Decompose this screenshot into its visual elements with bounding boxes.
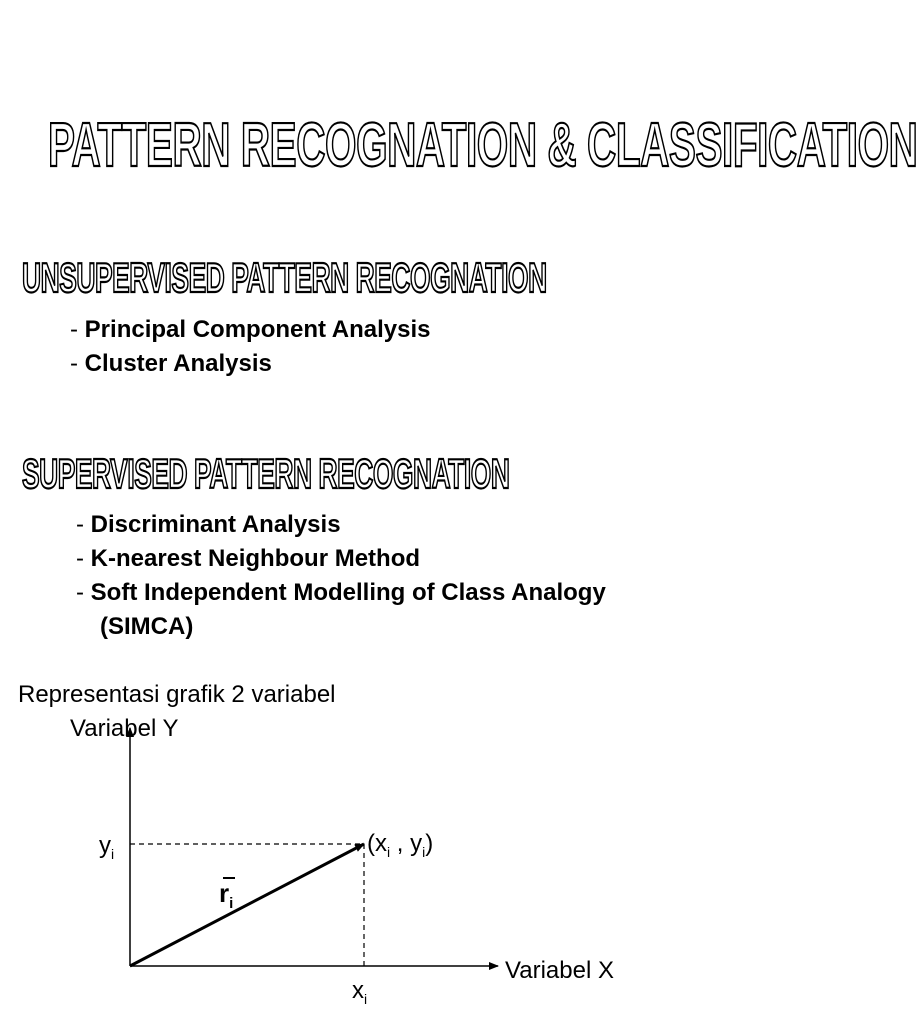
bullet-dash: - <box>76 545 91 572</box>
list-item-text: Discriminant Analysis <box>90 511 341 538</box>
bullet-dash: - <box>70 350 85 377</box>
point-label: ($x_i$ , $y_i$) <box>367 830 434 860</box>
bullet-dash: - <box>76 511 91 538</box>
unsupervised-heading: UNSUPERVISED PATTERN RECOGNATION <box>22 254 547 302</box>
list-item-text: Principal Component Analysis <box>84 316 431 343</box>
list-item-text: Cluster Analysis <box>84 350 272 377</box>
bullet-dash: - <box>70 316 85 343</box>
y-axis-label: Variabel Y <box>70 715 179 742</box>
list-item-text: (SIMCA) <box>100 613 194 640</box>
graph-caption: Representasi grafik 2 variabel <box>18 681 336 708</box>
bullet-dash: - <box>76 579 91 606</box>
vector-label: $r_i$ <box>219 878 234 912</box>
page-title: PATTERN RECOGNATION & CLASSIFICATION <box>48 109 917 180</box>
list-item-text: Soft Independent Modelling of Class Analogy <box>90 579 606 606</box>
supervised-heading: SUPERVISED PATTERN RECOGNATION <box>22 450 510 498</box>
list-item-text: K-nearest Neighbour Method <box>90 545 421 572</box>
x-axis-label: Variabel X <box>505 957 614 984</box>
x-tick-label: $x_i$ <box>352 977 368 1007</box>
position-vector-arrow <box>130 844 364 966</box>
y-tick-label: $y_i$ <box>99 832 115 862</box>
